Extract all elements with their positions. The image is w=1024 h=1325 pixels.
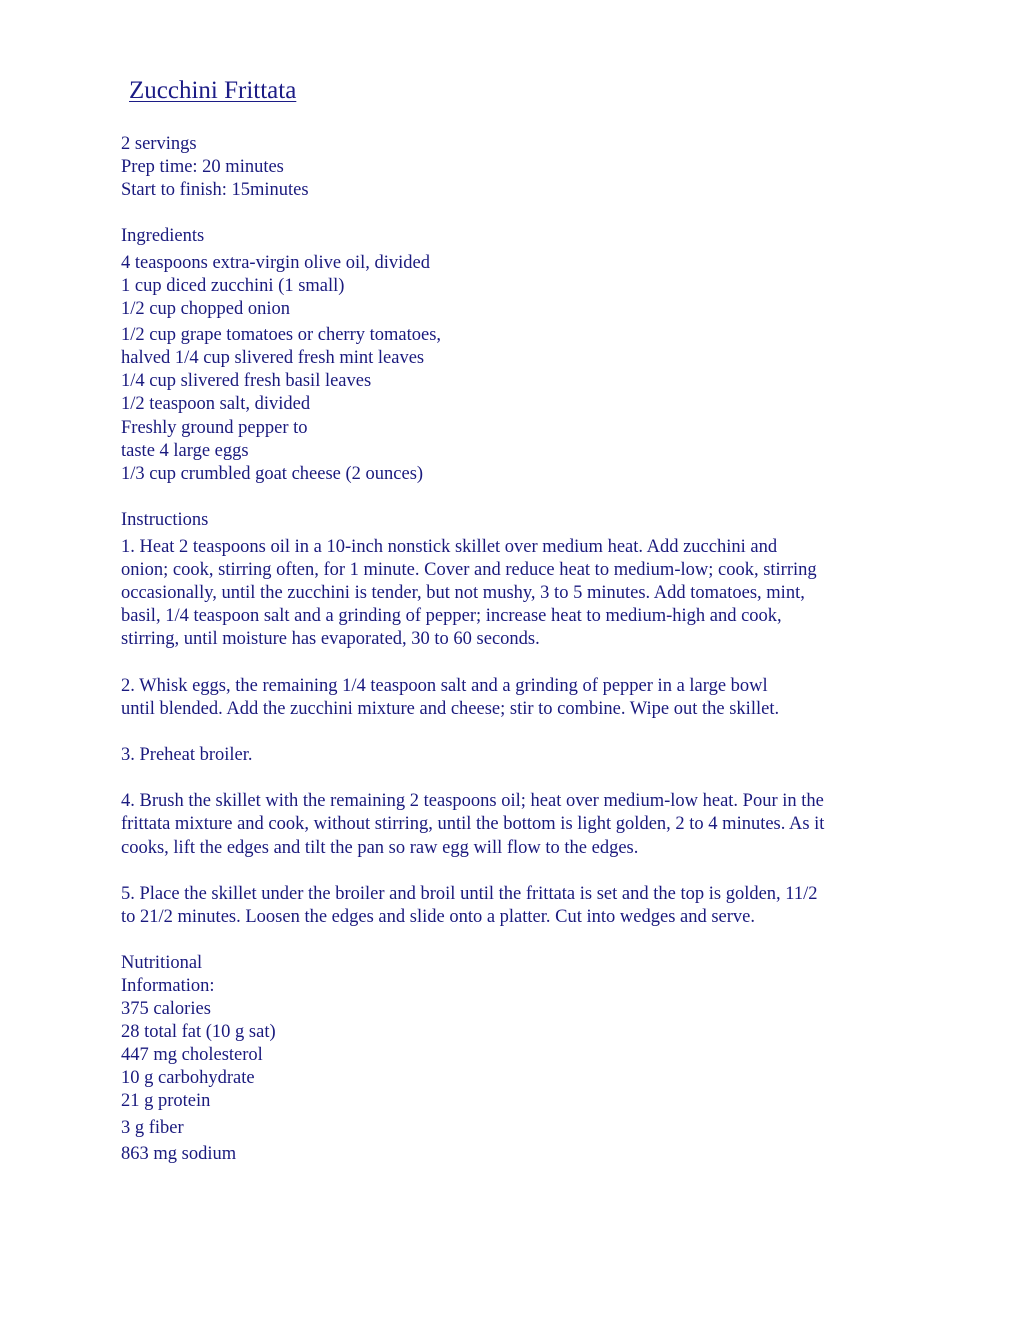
ingredient-line: 1/2 cup grape tomatoes or cherry tomatoes, [121,325,442,345]
ingredient-line: taste 4 large eggs [121,441,249,461]
nutrition-line: 21 g protein [121,1091,211,1111]
instruction-step-5-line: to 21/2 minutes. Loosen the edges and slide onto a platter. Cut into wedges and serve. [121,907,756,927]
instruction-step-1-line: onion; cook, stirring often, for 1 minute. Cover and reduce heat to medium-low; cook, stirring [121,560,817,580]
nutrition-line: 28 total fat (10 g sat) [121,1022,276,1042]
ingredients-heading: Ingredients [121,226,205,246]
ingredient-line: 1/4 cup slivered fresh basil leaves [121,371,372,391]
instruction-step-3-line: 3. Preheat broiler. [121,745,253,765]
ingredient-line: 1 cup diced zucchini (1 small) [121,276,345,296]
ingredient-line: 1/2 cup chopped onion [121,299,291,319]
instruction-step-1-line: occasionally, until the zucchini is tender, but not mushy, 3 to 5 minutes. Add tomatoes, mint, [121,583,805,603]
nutrition-heading: Nutritional [121,953,203,973]
ingredient-line: Freshly ground pepper to [121,418,308,438]
start-to-finish-text: Start to finish: 15minutes [121,180,309,200]
nutrition-line: 3 g fiber [121,1118,184,1138]
ingredient-line: 4 teaspoons extra-virgin olive oil, divided [121,253,430,273]
nutrition-line: 447 mg cholesterol [121,1045,263,1065]
instruction-step-4-line: cooks, lift the edges and tilt the pan so raw egg will flow to the edges. [121,838,639,858]
instruction-step-2-line: 2. Whisk eggs, the remaining 1/4 teaspoon salt and a grinding of pepper in a large bowl [121,676,768,696]
instruction-step-4-line: frittata mixture and cook, without stirring, until the bottom is light golden, 2 to 4 minutes. As it [121,814,825,834]
nutrition-line: 10 g carbohydrate [121,1068,255,1088]
nutrition-line: 375 calories [121,999,211,1019]
instruction-step-5-line: 5. Place the skillet under the broiler and broil until the frittata is set and the top is golden, 11/2 [121,884,818,904]
nutrition-heading: Information: [121,976,215,996]
instruction-step-2-line: until blended. Add the zucchini mixture and cheese; stir to combine. Wipe out the skillet. [121,699,780,719]
nutrition-line: 863 mg sodium [121,1144,237,1164]
instructions-heading: Instructions [121,510,209,530]
instruction-step-1-line: basil, 1/4 teaspoon salt and a grinding of pepper; increase heat to medium-high and cook, [121,606,782,626]
servings-text: 2 servings [121,134,197,154]
instruction-step-1-line: stirring, until moisture has evaporated, 30 to 60 seconds. [121,629,540,649]
ingredient-line: 1/2 teaspoon salt, divided [121,394,311,414]
instruction-step-1-line: 1. Heat 2 teaspoons oil in a 10-inch nonstick skillet over medium heat. Add zucchini and [121,537,778,557]
ingredient-line: halved 1/4 cup slivered fresh mint leaves [121,348,425,368]
instruction-step-4-line: 4. Brush the skillet with the remaining 2 teaspoons oil; heat over medium-low heat. Pour in the [121,791,824,811]
ingredient-line: 1/3 cup crumbled goat cheese (2 ounces) [121,464,424,484]
prep-time-text: Prep time: 20 minutes [121,157,284,177]
recipe-title[interactable]: Zucchini Frittata [129,77,297,104]
